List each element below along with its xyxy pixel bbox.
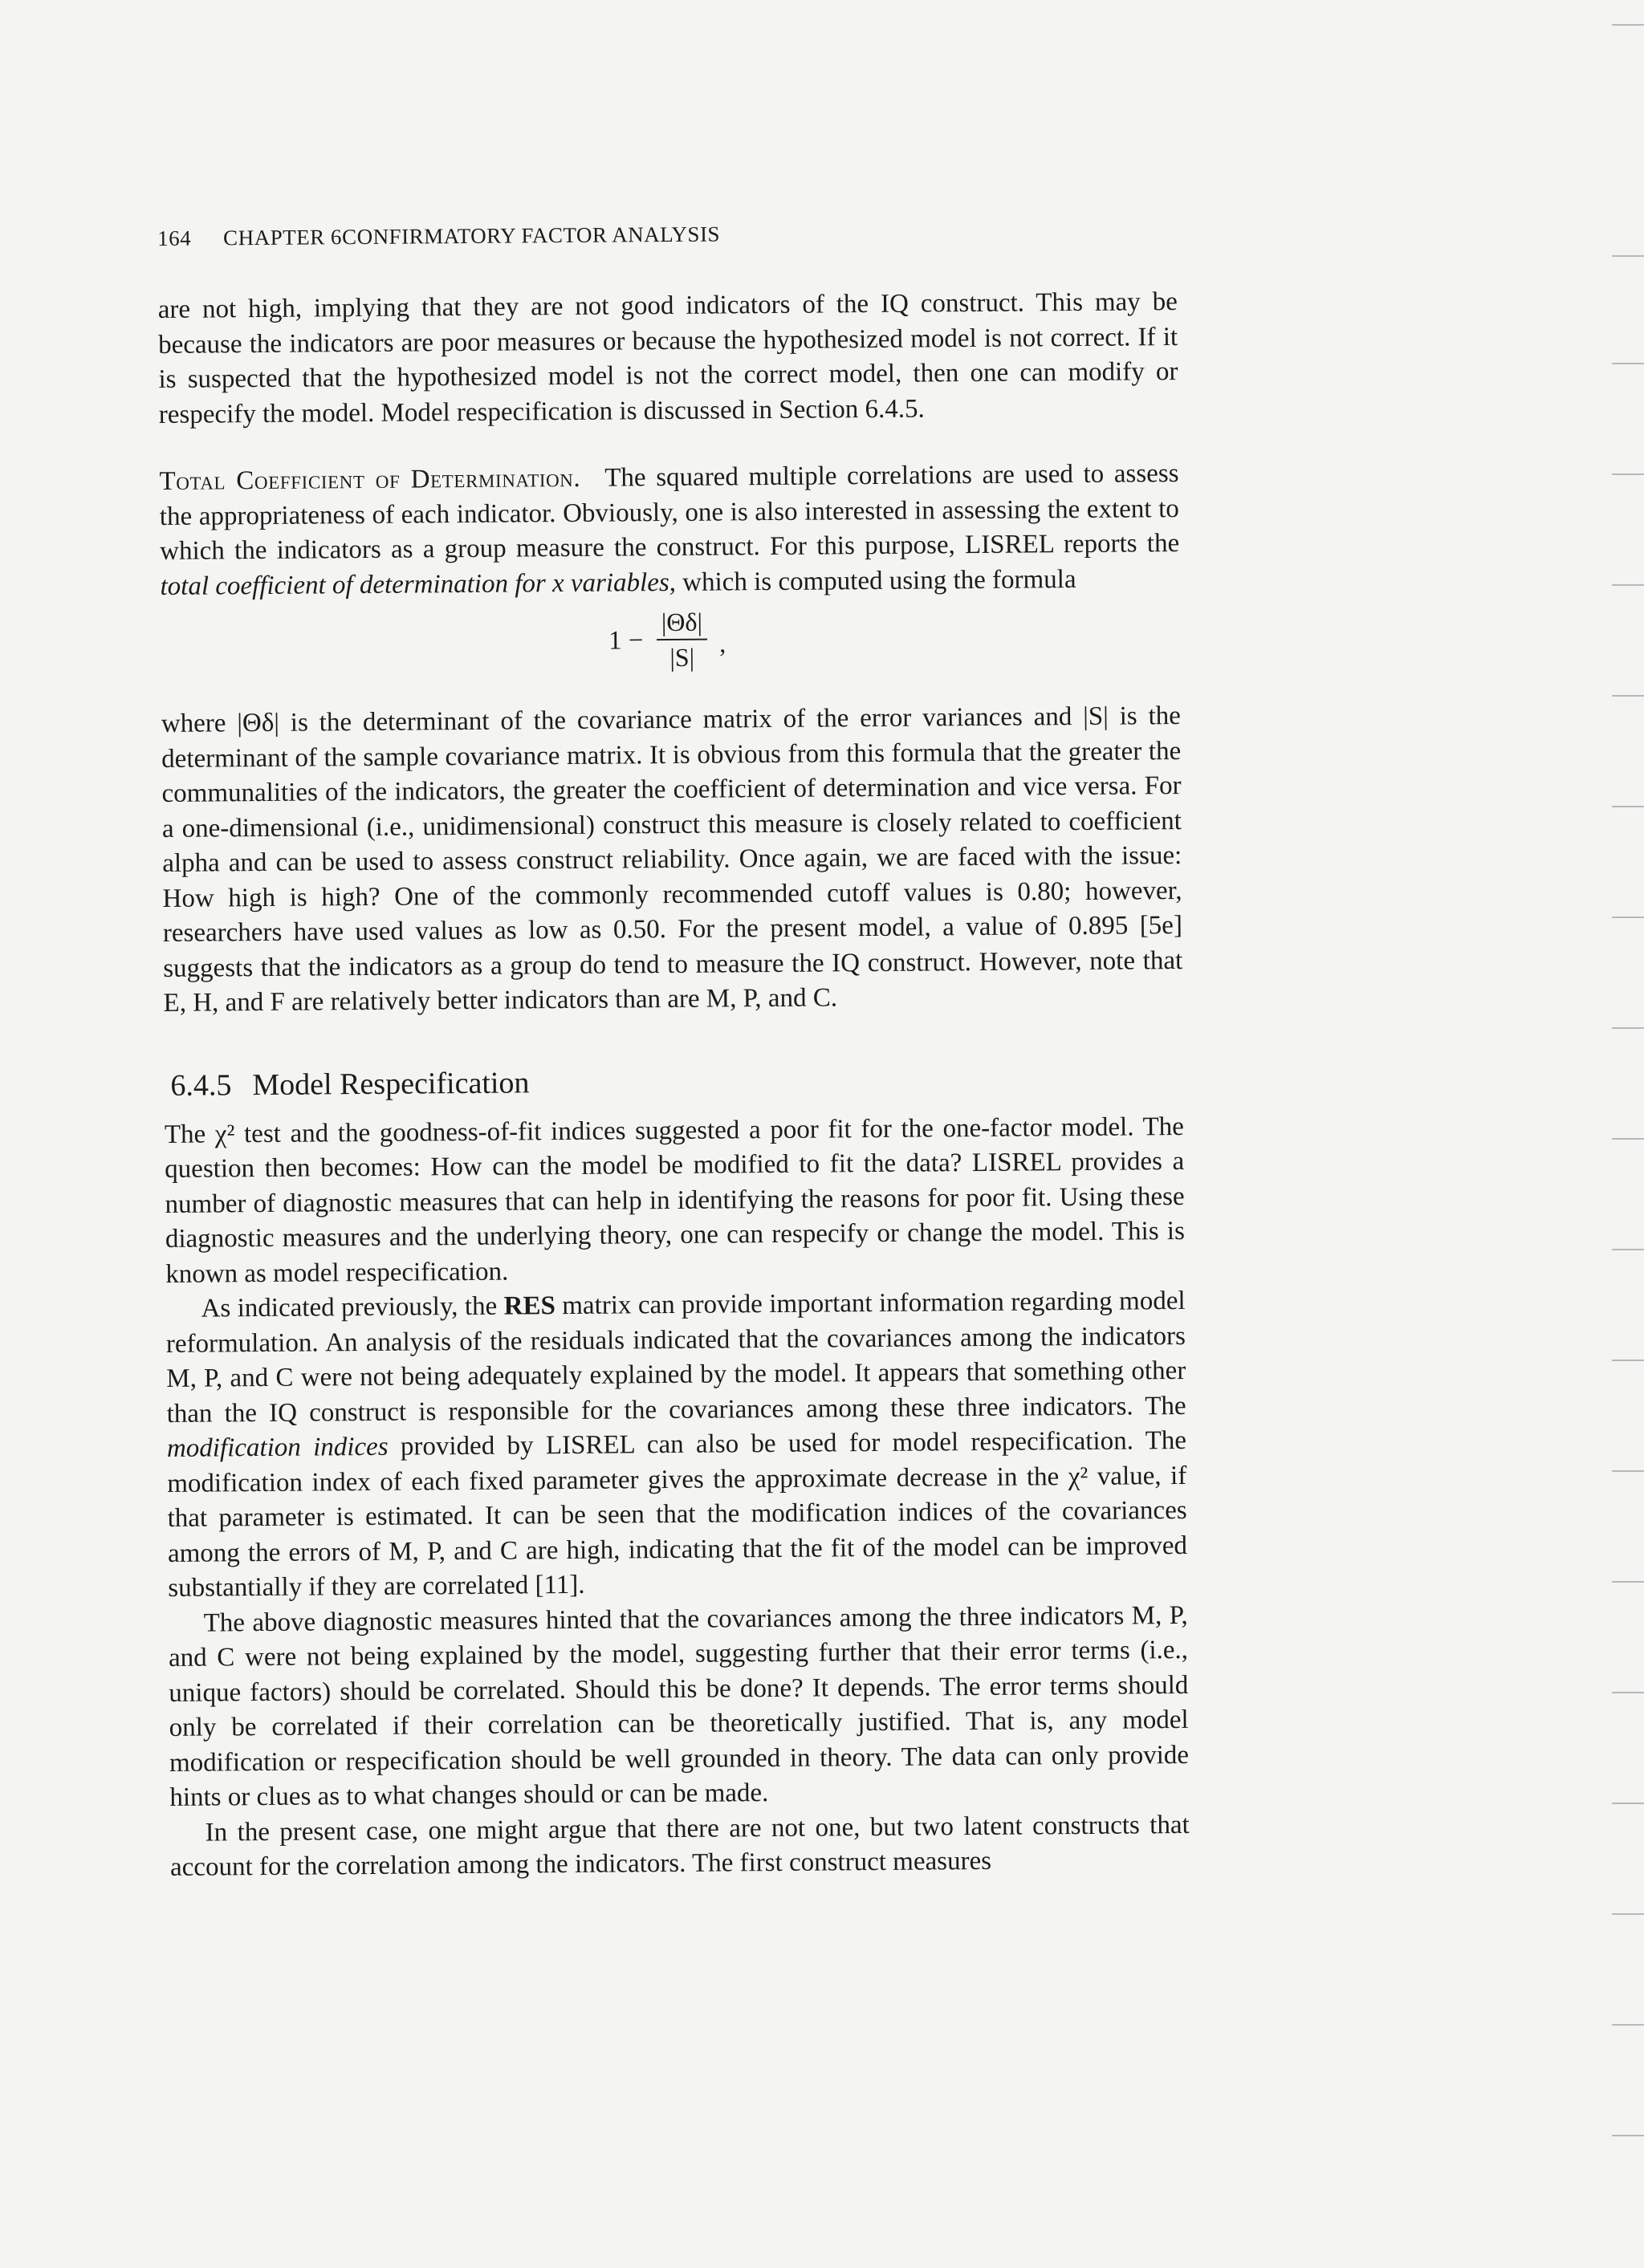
scan-edge-mark [1612,1360,1644,1361]
tcd-run-in-heading: Total Coefficient of Determination. [159,463,581,496]
tcd-emphasis: total coefficient of determination for x variables, [160,567,677,601]
section-paragraph-2 [165,1284,1187,1606]
formula-one-minus: 1 − [608,626,644,656]
tcd-paragraph [159,457,1179,604]
scan-edge-mark [1612,255,1644,257]
scan-edge-mark [1612,363,1644,364]
section-paragraph-3: The above diagnostic measures hinted that the covariances among the three indicators M, P, and C were not being explained by the model, suggesting further that their error terms (i.e., unique factors) should be correlated. Should this be done? It depends. The error terms should only be correlated if their correlation can be theoretically justified. That is, any model modification or respecification should be well grounded in theory. The data can only provide hints or clues as to what changes should or can be made. [168,1600,1190,1812]
scan-edge-mark [1612,1913,1644,1915]
scan-edge-mark [1612,474,1644,475]
section-paragraph-4: In the present case, one might argue that there are not one, but two latent constructs that account for the correlation among the indicators. The first construct measures [169,1810,1190,1882]
res-matrix-term: RES [503,1291,556,1321]
formula-fraction [657,605,708,674]
intro-paragraph: are not high, implying that they are not good indicators of the IQ construct. This may be because the indicators are poor measures or because the hypothesized model is not correct. If it is suspected that the hypothesized model is not the correct model, then one can modify or respecify the model. Model respecification is discussed in Section 6.4.5. [157,287,1178,429]
p2-text-c: provided by LISREL can also be used for model respecification. The modification index of each fixed parameter gives the approximate decrease in the χ² value, if that parameter is estimated. It can be seen that the modification indices of the covariances among the errors of M, P, and C are high, indicating that the fit of the model can be improved substantially if they are correlated [11]. [167,1425,1188,1603]
scan-edge-mark [1612,695,1644,697]
scan-edge-mark [1612,1581,1644,1583]
scan-edge-mark [1612,1692,1644,1693]
section-number: 6.4.5 [170,1067,232,1103]
p2-text-a: As indicated previously, the [201,1291,498,1323]
scan-edge-mark [1612,2135,1644,2136]
section-paragraph-1: The χ² test and the goodness-of-fit indices suggested a poor fit for the one-factor model. The question then becomes: How can the model be modified to fit the data? LISREL provides a number of diagnostic measures that can help in identifying the reasons for poor fit. Using these diagnostic measures and the underlying theory, one can respecify or change the model. This is known as model respecification. [164,1112,1186,1289]
tcd-text-2: which is computed using the formula [682,564,1076,597]
scan-edge-mark [1612,1249,1644,1250]
chapter-label: CHAPTER 6 [222,225,343,250]
section-title: Model Respecification [252,1065,530,1102]
determination-formula [161,601,1181,686]
scan-edge-mark [1612,1470,1644,1472]
scan-edge-mark [1612,2024,1644,2026]
formula-denominator: |S| [669,642,695,673]
tcd-text-1: The squared multiple correlations are used to assess the appropriateness of each indicator. Obviously, one is also interested in assessing the extent to which the indicators as a group measure the construct. For this purpose, LISREL reports the [159,459,1180,566]
p2-text-b: matrix can provide important information regarding model reformulation. An analysis of the residuals indicated that the covariances among the indicators M, P, and C were not being adequately explained by the model. It appears that something other than the IQ construct is responsible for the covariances among these three indicators. The [165,1286,1186,1429]
chapter-title: CONFIRMATORY FACTOR ANALYSIS [341,222,721,250]
scan-edge-mark [1612,584,1644,586]
scan-edge-mark [1612,917,1644,918]
section-heading [170,1059,1183,1103]
page-number: 164 [157,226,192,250]
running-head [157,218,1177,251]
scan-edge-mark [1612,1138,1644,1140]
scan-edge-mark [1612,806,1644,807]
formula-explanation: where |Θδ| is the determinant of the covariance matrix of the error variances and |S| is the determinant of the sample covariance matrix. It is obvious from this formula that the greater the communalities of the indicators, the greater the coefficient of determination and vice versa. For a one-dimensional (i.e., unidimensional) construct this measure is closely related to coefficient alpha and can be used to assess construct reliability. Once again, we are faced with the issue: How high is high? One of the commonly recommended cutoff values is 0.80; however, researchers have used values as low as 0.50. For the present model, a value of 0.895 [5e] suggests that the indicators as a group do tend to measure the IQ construct. However, note that E, H, and F are relatively better indicators than are M, P, and C. [161,701,1183,1018]
scan-edge-mark [1612,1027,1644,1029]
scan-edge-mark [1612,24,1644,26]
page-content [157,218,1190,1885]
formula-numerator: |Θδ| [657,605,707,640]
formula-trailing: , [718,628,726,658]
scan-edge-mark [1612,1803,1644,1804]
modification-indices-term: modification indices [166,1432,389,1463]
